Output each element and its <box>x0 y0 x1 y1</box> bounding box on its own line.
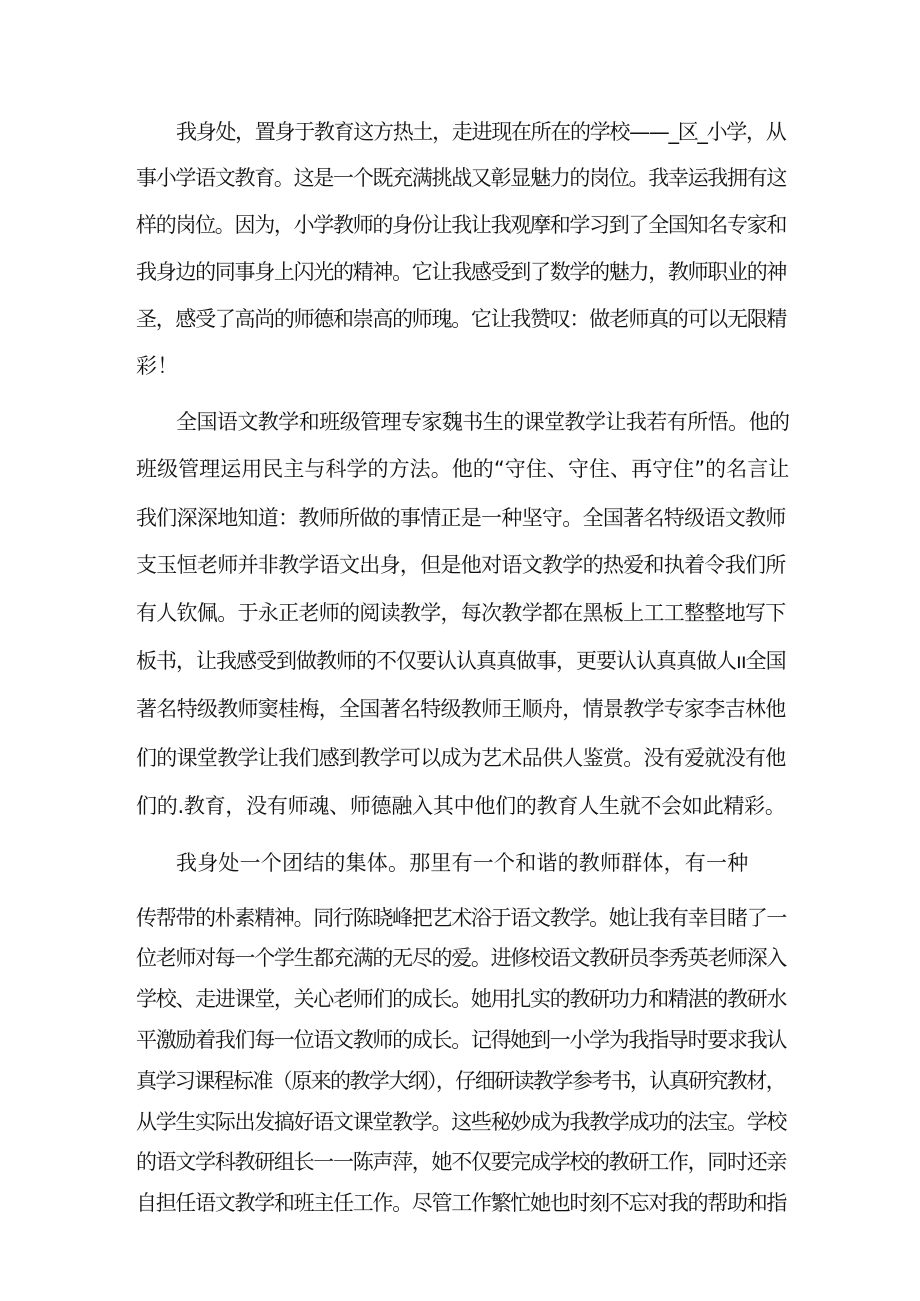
text-line: 著名特级教师窦桂梅，全国著名特级教师王顺舟，情景教学专家李吉林他 <box>136 697 786 721</box>
text-line: 全国语文教学和班级管理专家魏书生的课堂教学让我若有所悟。他的 <box>176 410 790 434</box>
text-line: 班级管理运用民主与科学的方法。他的“守住、守住、再守住”的名言让 <box>136 457 790 481</box>
text-line: 圣，感受了高尚的师德和崇高的师瑰。它让我赞叹：做老师真的可以无限精 <box>136 307 787 331</box>
text-line: 的语文学科教研组长一一陈声萍，她不仅要完成学校的教研工作，同时还亲 <box>136 1150 787 1174</box>
text-line: 真学习课程标准（原来的教学大纲），仔细研读教学参考书，认真研究教材， <box>136 1069 786 1093</box>
text-line: 样的岗位。因为，小学教师的身份让我让我观摩和学习到了全国知名专家和 <box>136 213 787 237</box>
text-line: 支玉恒老师并非教学语文出身，但是他对语文教学的热爱和执着令我们所 <box>136 553 786 577</box>
text-line: 位老师对每一个学生都充满的无尽的爱。进修校语文教研员李秀英老师深入 <box>136 946 787 970</box>
text-line: 传帮带的朴素精神。同行陈晓峰把艺术浴于语文教学。她让我有幸目睹了一 <box>136 906 787 930</box>
text-line: 事小学语文教育。这是一个既充满挑战又彰显魅力的岗位。我幸运我拥有这 <box>136 166 787 190</box>
text-line: 们的课堂教学让我们感到教学可以成为艺术品供人鉴赏。没有爱就没有他 <box>136 746 786 770</box>
text-line: 平激励着我们每一位语文教师的成长。记得她到一小学为我指导时要求我认 <box>136 1028 787 1052</box>
text-line: 我身边的同事身上闪光的精神。它让我感受到了数学的魅力，教师职业的神 <box>136 260 787 284</box>
text-line: 板书，让我感受到做教师的不仅要认认真真做事，更要认认真真做人ıı全国 <box>136 649 786 673</box>
text-line: 们的.教育，没有师魂、师德融入其中他们的教育人生就不会如此精彩。 <box>136 794 786 818</box>
text-line: 我们深深地知道：教师所做的事情正是一种坚守。全国著名特级语文教师 <box>136 506 786 530</box>
text-line: 有人钦佩。于永正老师的阅读教学，每次教学都在黑板上工工整整地写下 <box>136 601 786 625</box>
text-line: 学校、走进课堂，关心老师们的成长。她用扎实的教研功力和精湛的教研水 <box>136 987 787 1011</box>
text-line: 我身处，置身于教育这方热土，走进现在所在的学校——_区_小学，从 <box>176 120 786 144</box>
text-line: 自担任语文教学和班主任工作。尽管工作繁忙她也时刻不忘对我的帮助和指 <box>136 1191 787 1215</box>
text-line: 从学生实际出发搞好语文课堂教学。这些秘妙成为我教学成功的法宝。学校 <box>136 1110 787 1134</box>
text-line: 彩！ <box>136 354 179 378</box>
text-line: 我身处一个团结的集体。那里有一个和谐的教师群体，有一种 <box>176 851 749 875</box>
